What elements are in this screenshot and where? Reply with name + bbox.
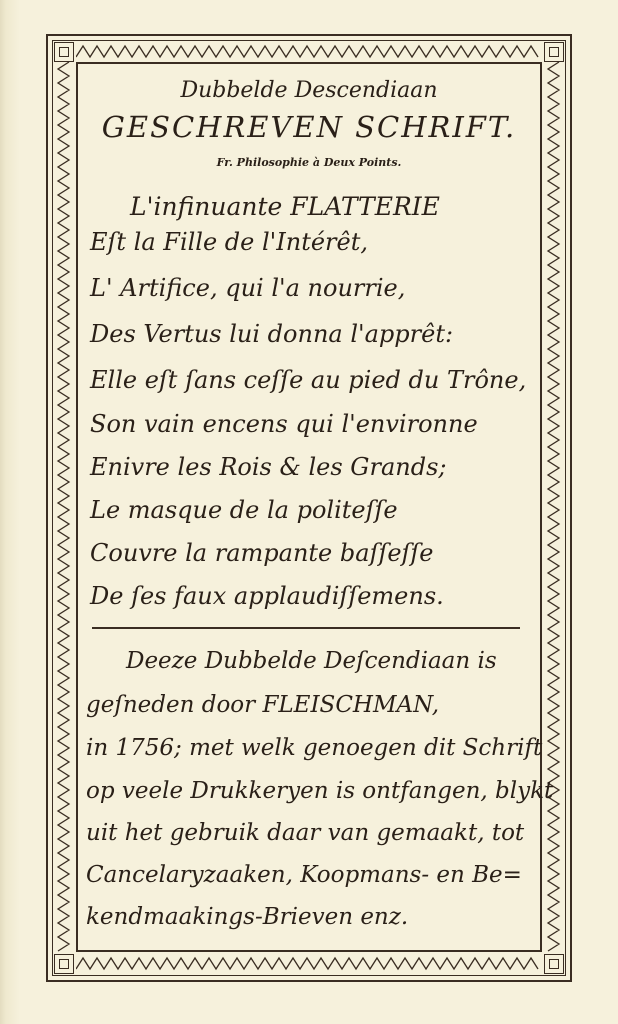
paragraph-line: Deeze Dubbelde Deſcendiaan is — [126, 648, 497, 674]
paragraph-line: op veele Drukkeryen is ontfangen, blykt — [86, 778, 554, 804]
corner-ornament-bottom-left — [54, 954, 74, 974]
heading-line-2: GESCHREVEN SCHRIFT. — [101, 110, 517, 144]
corner-ornament-bottom-right — [544, 954, 564, 974]
poem-line: Des Vertus lui donna l'apprêt: — [90, 320, 454, 348]
subtitle: Fr. Philosophie à Deux Points. — [216, 156, 402, 169]
zigzag-line-left — [58, 62, 69, 951]
section-divider — [92, 627, 520, 629]
heading-line-1: Dubbelde Descendiaan — [180, 78, 438, 103]
paragraph-line: geſneden door FLEISCHMAN, — [86, 692, 440, 718]
paragraph-line: Cancelaryzaaken, Koopmans- en Be= — [86, 862, 522, 888]
poem-line: Enivre les Rois & les Grands; — [90, 453, 447, 481]
zigzag-line-top — [76, 46, 538, 57]
poem-line: Couvre la rampante baſſeſſe — [90, 539, 434, 567]
poem-line: Eſt la Fille de l'Intérêt, — [90, 228, 369, 256]
zigzag-ornament-bottom — [76, 956, 542, 972]
zigzag-ornament-left — [56, 62, 72, 952]
paragraph-line: kendmaakings-Brieven enz. — [86, 904, 409, 930]
corner-ornament-top-right — [544, 42, 564, 62]
poem-line: Elle eſt ſans ceſſe au pied du Trône, — [90, 366, 527, 394]
poem-line: Son vain encens qui l'environne — [90, 410, 478, 438]
poem-line: De ſes faux applaudiſſemens. — [90, 582, 444, 610]
poem-line: Le masque de la politeſſe — [90, 496, 398, 524]
paragraph-line: in 1756; met welk genoegen dit Schrift — [86, 735, 543, 761]
zigzag-ornament-top — [76, 44, 542, 60]
poem-line: L' Artifice, qui l'a nourrie, — [90, 274, 406, 302]
poem-title: L'infinuante FLATTERIE — [130, 192, 440, 221]
zigzag-line-right — [548, 62, 559, 951]
corner-ornament-top-left — [54, 42, 74, 62]
zigzag-ornament-right — [546, 62, 562, 952]
zigzag-line-bottom — [76, 958, 538, 969]
paragraph-line: uit het gebruik daar van gemaakt, tot — [86, 820, 525, 846]
